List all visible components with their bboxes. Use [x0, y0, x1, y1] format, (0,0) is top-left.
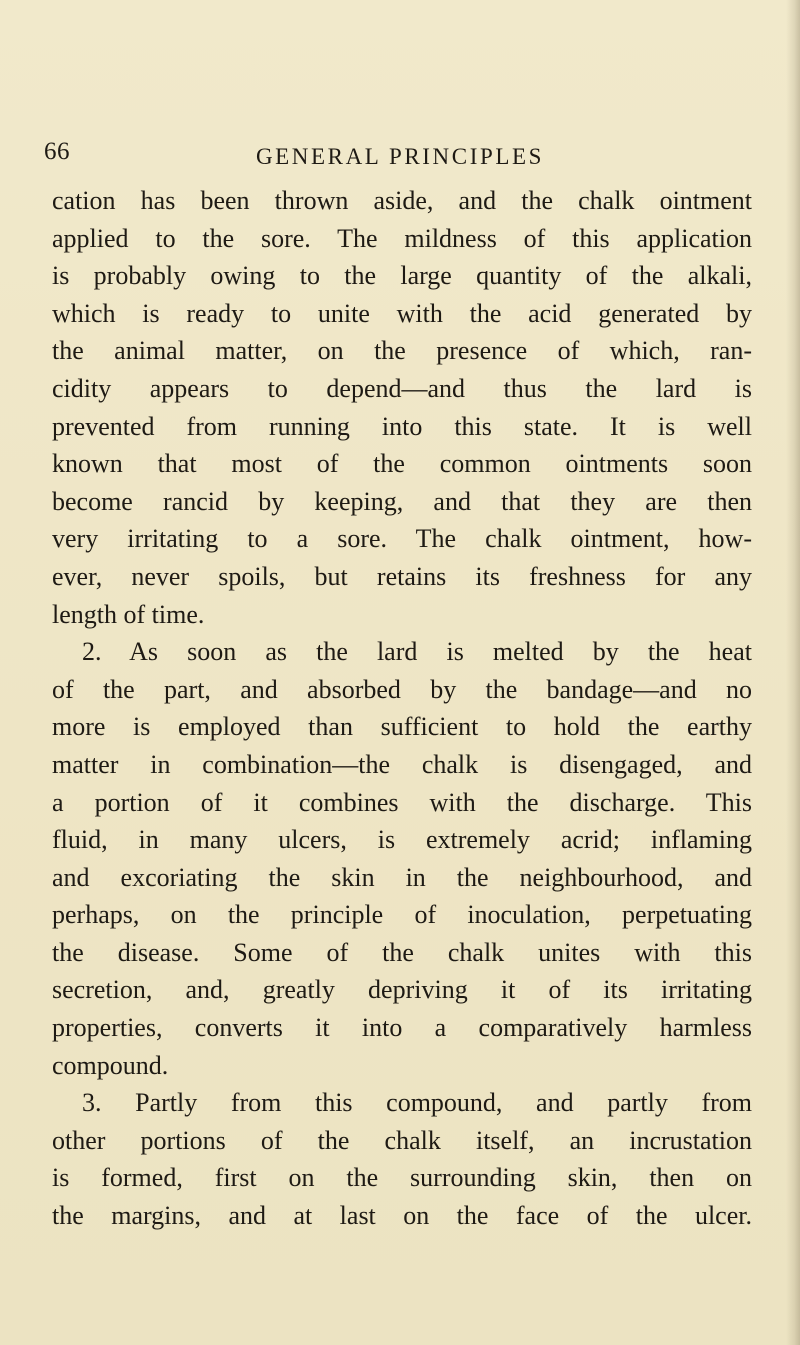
text-line: the animal matter, on the presence of which, ran-: [52, 336, 752, 366]
body-text: [52, 182, 752, 1235]
text-line: properties, converts it into a comparatively harmless: [52, 1013, 752, 1043]
text-line: prevented from running into this state. It is well: [52, 411, 752, 441]
text-line: very irritating to a sore. The chalk ointment, how-: [52, 524, 752, 554]
text-line: fluid, in many ulcers, is extremely acrid; inflaming: [52, 825, 752, 855]
text-line: become rancid by keeping, and that they are then: [52, 486, 752, 516]
text-line: cation has been thrown aside, and the chalk ointment: [52, 186, 752, 215]
text-line: is formed, first on the surrounding skin, then on: [52, 1163, 752, 1193]
text-line: known that most of the common ointments soon: [52, 449, 752, 479]
text-line: of the part, and absorbed by the bandage—and no: [52, 674, 752, 704]
text-line: a portion of it combines with the discharge. This: [52, 787, 752, 817]
text-line: secretion, and, greatly depriving it of its irritating: [52, 975, 752, 1005]
text-line: the disease. Some of the chalk unites with this: [52, 937, 752, 967]
text-line: matter in combination—the chalk is disengaged, and: [52, 749, 752, 779]
text-line: is probably owing to the large quantity of the alkali,: [52, 261, 752, 291]
text-line: the margins, and at last on the face of the ulcer.: [52, 1201, 752, 1231]
text-line: other portions of the chalk itself, an incrustation: [52, 1125, 752, 1155]
text-line: which is ready to unite with the acid generated by: [52, 298, 752, 328]
text-line: cidity appears to depend—and thus the lard is: [52, 373, 752, 403]
text-line: 3. Partly from this compound, and partly from: [82, 1088, 752, 1118]
text-line: compound.: [52, 1050, 169, 1080]
text-line: length of time.: [52, 599, 205, 629]
page-number: 66: [44, 138, 70, 165]
text-line: applied to the sore. The mildness of this application: [52, 223, 752, 253]
running-head: GENERAL PRINCIPLES: [255, 144, 545, 169]
text-line: more is employed than sufficient to hold the earthy: [52, 712, 752, 742]
text-line: perhaps, on the principle of inoculation, perpetuating: [52, 900, 752, 930]
text-line: and excoriating the skin in the neighbourhood, and: [52, 862, 752, 892]
text-line: 2. As soon as the lard is melted by the heat: [82, 637, 752, 667]
page-edge-shadow: [786, 0, 800, 1345]
text-line: ever, never spoils, but retains its freshness for any: [52, 561, 752, 591]
